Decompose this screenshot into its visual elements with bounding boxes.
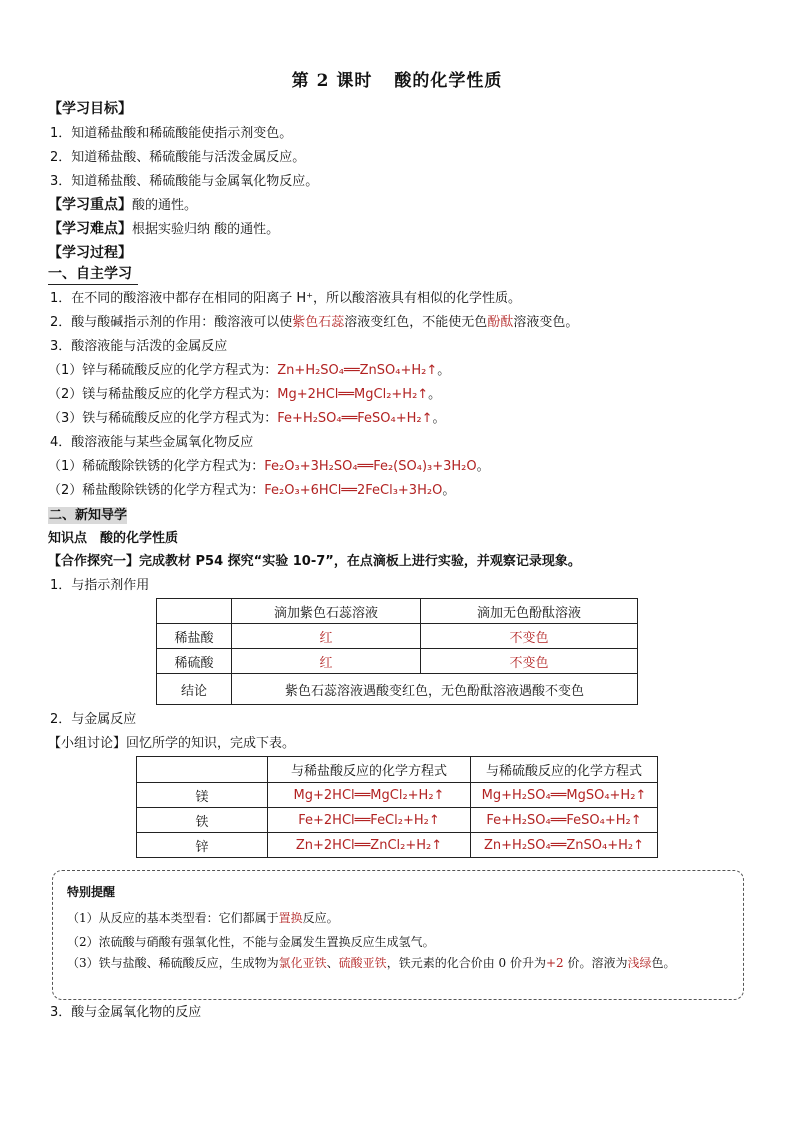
table-row: 与稀盐酸反应的化学方程式 与稀硫酸反应的化学方程式	[137, 757, 658, 783]
goals-heading: 【学习目标】	[48, 101, 132, 117]
goal-3: 3．知道稀盐酸、稀硫酸能与金属氧化物反应。	[50, 174, 319, 189]
table-row: 结论 紫色石蕊溶液遇酸变红色，无色酚酞溶液遇酸不变色	[157, 674, 638, 705]
key-point: 【学习重点】酸的通性。	[48, 197, 198, 213]
page-title: 第 2 课时 酸的化学性质	[291, 71, 503, 91]
explore-instruction: 【合作探究一】完成教材 P54 探究“实验 10-7”，在点滴板上进行实验，并观察记录现象。	[48, 554, 581, 569]
oxide-heading: 3．酸与金属氧化物的反应	[50, 1005, 202, 1020]
new-knowledge-heading: 二、新知导学	[49, 508, 128, 523]
table-row: 稀盐酸 红 不变色	[157, 624, 638, 649]
reminder-line-3: （3）铁与盐酸、稀硫酸反应，生成物为氯化亚铁、硫酸亚铁，铁元素的化合价由 0 价升为+2 价。溶液为浅绿色。	[67, 956, 676, 970]
knowledge-point: 知识点 酸的化学性质	[48, 531, 179, 546]
indicator-table	[156, 598, 638, 705]
self-line-7: 4．酸溶液能与某些金属氧化物反应	[50, 435, 254, 450]
table-row: 锌 Zn+2HCl══ZnCl₂+H₂↑ Zn+H₂SO₄══ZnSO₄+H₂↑	[137, 833, 658, 858]
self-study-heading: 一、自主学习	[48, 266, 132, 282]
process-heading: 【学习过程】	[48, 245, 132, 261]
metal-reaction-table	[136, 756, 658, 858]
group-discussion: 【小组讨论】回忆所学的知识，完成下表。	[48, 736, 296, 751]
goal-2: 2．知道稀盐酸、稀硫酸能与活泼金属反应。	[50, 150, 306, 165]
indicator-heading: 1．与指示剂作用	[50, 578, 150, 593]
difficult-point: 【学习难点】根据实验归纳 酸的通性。	[48, 221, 280, 237]
self-line-5: （2）镁与稀盐酸反应的化学方程式为：Mg+2HCl══MgCl₂+H₂↑。	[48, 387, 442, 402]
self-line-6: （3）铁与稀硫酸反应的化学方程式为：Fe+H₂SO₄══FeSO₄+H₂↑。	[48, 411, 446, 426]
self-line-8: （1）稀硫酸除铁锈的化学方程式为：Fe₂O₃+3H₂SO₄══Fe₂(SO₄)₃+3H₂O。	[48, 459, 490, 474]
heading-underline	[48, 284, 138, 285]
table-row: 铁 Fe+2HCl══FeCl₂+H₂↑ Fe+H₂SO₄══FeSO₄+H₂↑	[137, 808, 658, 833]
special-reminder-box	[52, 870, 744, 1000]
goal-1: 1．知道稀盐酸和稀硫酸能使指示剂变色。	[50, 126, 293, 141]
self-line-4: （1）锌与稀硫酸反应的化学方程式为：Zn+H₂SO₄══ZnSO₄+H₂↑。	[48, 363, 451, 378]
self-line-2: 2．酸与酸碱指示剂的作用：酸溶液可以使紫色石蕊溶液变红色，不能使无色酚酞溶液变色。	[50, 315, 579, 330]
metal-heading: 2．与金属反应	[50, 712, 137, 727]
self-line-1: 1．在不同的酸溶液中都存在相同的阳离子 H⁺，所以酸溶液具有相似的化学性质。	[50, 291, 522, 306]
table-row: 稀硫酸 红 不变色	[157, 649, 638, 674]
reminder-line-2: （2）浓硫酸与硝酸有强氧化性，不能与金属发生置换反应生成氢气。	[67, 935, 435, 949]
self-line-9: （2）稀盐酸除铁锈的化学方程式为：Fe₂O₃+6HCl══2FeCl₃+3H₂O。	[48, 483, 456, 498]
reminder-title: 特别提醒	[67, 885, 116, 899]
table-row: 镁 Mg+2HCl══MgCl₂+H₂↑ Mg+H₂SO₄══MgSO₄+H₂↑	[137, 783, 658, 808]
table-row: 滴加紫色石蕊溶液 滴加无色酚酞溶液	[157, 599, 638, 624]
self-line-3: 3．酸溶液能与活泼的金属反应	[50, 339, 228, 354]
reminder-line-1: （1）从反应的基本类型看：它们都属于置换反应。	[67, 911, 339, 925]
